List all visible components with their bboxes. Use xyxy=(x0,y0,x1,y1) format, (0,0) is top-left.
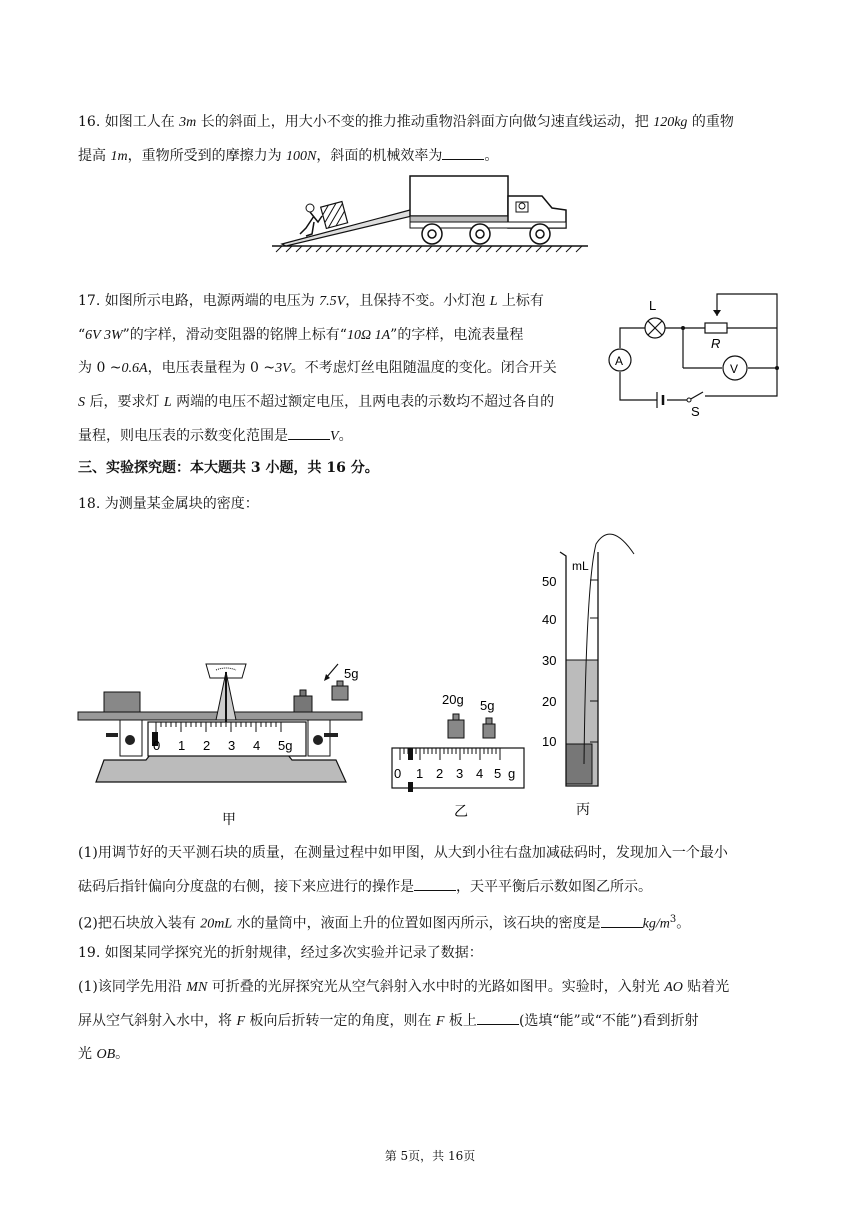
scale-unit: g xyxy=(508,766,516,781)
math: F xyxy=(435,1014,445,1029)
text: 17. 如图所示电路，电源两端的电压为 xyxy=(78,293,320,309)
math: L xyxy=(163,395,172,410)
label-S: S xyxy=(691,404,700,419)
scale-3: 3 xyxy=(228,738,236,753)
text: 砝码后指针偏向分度盘的右侧，接下来应进行的操作是 xyxy=(78,879,414,895)
mark-40: 40 xyxy=(542,612,557,627)
text: 板向后折转一定的角度，则在 xyxy=(245,1013,436,1029)
label-A: A xyxy=(615,354,624,368)
scale-5g: 5g xyxy=(278,738,293,753)
text: ，斜面的机械效率为 xyxy=(316,148,443,164)
scale-1: 1 xyxy=(178,738,186,753)
text: ，电压表量程为 0 ~ xyxy=(147,360,276,376)
text: 水的量筒中，液面上升的位置如图丙所示，该石块的密度是 xyxy=(232,915,601,932)
math: 0.6A xyxy=(121,361,148,376)
math: 10Ω 1A xyxy=(346,328,391,343)
mark-30: 30 xyxy=(542,653,557,668)
circuit-diagram xyxy=(605,288,790,420)
math: AO xyxy=(664,980,683,995)
math: MN xyxy=(186,980,208,995)
text: 。 xyxy=(338,428,353,444)
math: S xyxy=(78,395,85,410)
q17-line4 xyxy=(78,392,554,413)
math: 3V xyxy=(275,361,291,376)
weight-label-5g: 5g xyxy=(480,698,495,713)
caption-jia: 甲 xyxy=(222,811,236,827)
scale-1: 1 xyxy=(416,766,424,781)
scale-4: 4 xyxy=(476,766,484,781)
q17-line3 xyxy=(78,358,557,379)
q16-line2 xyxy=(78,145,498,167)
mark-50: 50 xyxy=(542,574,557,589)
text: “ xyxy=(78,327,86,343)
q18-title: 18. 为测量某金属块的密度： xyxy=(78,496,259,512)
text: 为 0 ~ xyxy=(78,360,122,376)
q19-p1-line2 xyxy=(78,1010,699,1032)
answer-blank[interactable] xyxy=(601,913,643,928)
math: 100N xyxy=(286,149,317,164)
mark-20: 20 xyxy=(542,694,557,709)
q17-line1 xyxy=(78,291,544,312)
text: 光 xyxy=(78,1046,97,1062)
text: ，且保持不变。小灯泡 xyxy=(345,293,490,309)
math: V xyxy=(330,429,339,444)
page-footer: 第 5页，共 16页 xyxy=(384,1149,476,1163)
weight-label-5g: 5g xyxy=(344,666,359,681)
answer-blank[interactable] xyxy=(288,425,330,440)
text: ”的字样，电流表量程 xyxy=(390,327,524,343)
text: ，天平平衡后示数如图乙所示。 xyxy=(456,879,652,895)
text: 。 xyxy=(676,915,691,932)
text: 。 xyxy=(115,1046,130,1062)
scale-3: 3 xyxy=(456,766,464,781)
text: 的重物 xyxy=(687,114,734,130)
text: 可折叠的光屏探究光从空气斜射入水中时的光路如图甲。实验时，入射光 xyxy=(207,979,665,995)
label-V: V xyxy=(730,362,739,376)
q18-p2 xyxy=(78,910,690,935)
q17-line2 xyxy=(78,325,523,346)
math: 120kg xyxy=(653,115,688,130)
text: 。不考虑灯丝电阻随温度的变化。闭合开关 xyxy=(290,360,557,376)
math: L xyxy=(489,294,498,309)
mark-10: 10 xyxy=(542,734,557,749)
text: 16. 如图工人在 xyxy=(78,114,180,130)
scale-4: 4 xyxy=(253,738,261,753)
text: 长的斜面上，用大小不变的推力推动重物沿斜面方向做匀速直线运动，把 xyxy=(196,114,654,130)
q18-p1-line1: (1)用调节好的天平测石块的质量，在测量过程中如甲图，从大到小往右盘加减砝码时，发现加入一个最小 xyxy=(78,845,728,861)
text: (2)把石块放入装有 xyxy=(78,915,201,932)
text: (选填“能”或“不能”)看到折射 xyxy=(518,1013,699,1029)
section-heading: 三、实验探究题：本大题共 3 小题，共 16 分。 xyxy=(78,460,379,476)
text: ”的字样，滑动变阻器的铭牌上标有“ xyxy=(122,327,347,343)
answer-blank[interactable] xyxy=(477,1010,519,1025)
math: 6V 3W xyxy=(85,328,123,343)
answer-blank[interactable] xyxy=(442,145,484,160)
math: 1m xyxy=(110,149,128,164)
scale-0: 0 xyxy=(153,738,161,753)
balance-figure-jia xyxy=(76,650,368,830)
caption-yi: 乙 xyxy=(454,803,468,819)
text: 贴着光 xyxy=(682,979,730,995)
math: OB xyxy=(96,1047,116,1062)
scale-2: 2 xyxy=(203,738,211,753)
weights-figure-yi xyxy=(388,690,530,822)
text: ，重物所受到的摩擦力为 xyxy=(127,148,287,164)
text: (1)该同学先用沿 xyxy=(78,979,187,995)
math: kg/m xyxy=(642,916,670,932)
q17-line5 xyxy=(78,425,353,447)
label-L: L xyxy=(649,298,657,313)
text: 后，要求灯 xyxy=(85,394,164,410)
text: 屏从空气斜射入水中，将 xyxy=(78,1013,237,1029)
q19-p1-line1 xyxy=(78,977,729,998)
math: 20mL xyxy=(200,916,233,932)
text: 。 xyxy=(484,148,499,164)
ramp-truck-figure xyxy=(270,172,590,254)
cylinder-figure-bing xyxy=(536,524,646,824)
caption-bing: 丙 xyxy=(576,801,590,817)
q19-title: 19. 如图某同学探究光的折射规律，经过多次实验并记录了数据： xyxy=(78,945,483,961)
text: 提高 xyxy=(78,148,111,164)
q16-line1 xyxy=(78,112,734,133)
scale-2: 2 xyxy=(436,766,444,781)
math: 7.5V xyxy=(319,294,346,309)
scale-5: 5 xyxy=(494,766,502,781)
weight-label-20g: 20g xyxy=(442,692,464,707)
q18-p1-line2 xyxy=(78,876,652,897)
unit-mL: mL xyxy=(572,559,589,573)
text: 板上 xyxy=(444,1013,477,1029)
q19-p1-line3 xyxy=(78,1044,129,1065)
text: 量程，则电压表的示数变化范围是 xyxy=(78,428,288,444)
math: F xyxy=(236,1014,246,1029)
scale-0: 0 xyxy=(394,766,402,781)
superscript: 3 xyxy=(669,914,677,925)
text: 两端的电压不超过额定电压，且两电表的示数均不超过各自的 xyxy=(171,394,555,410)
answer-blank[interactable] xyxy=(414,876,456,891)
text: 上标有 xyxy=(497,293,544,309)
label-R: R xyxy=(711,336,721,351)
math: 3m xyxy=(179,115,197,130)
